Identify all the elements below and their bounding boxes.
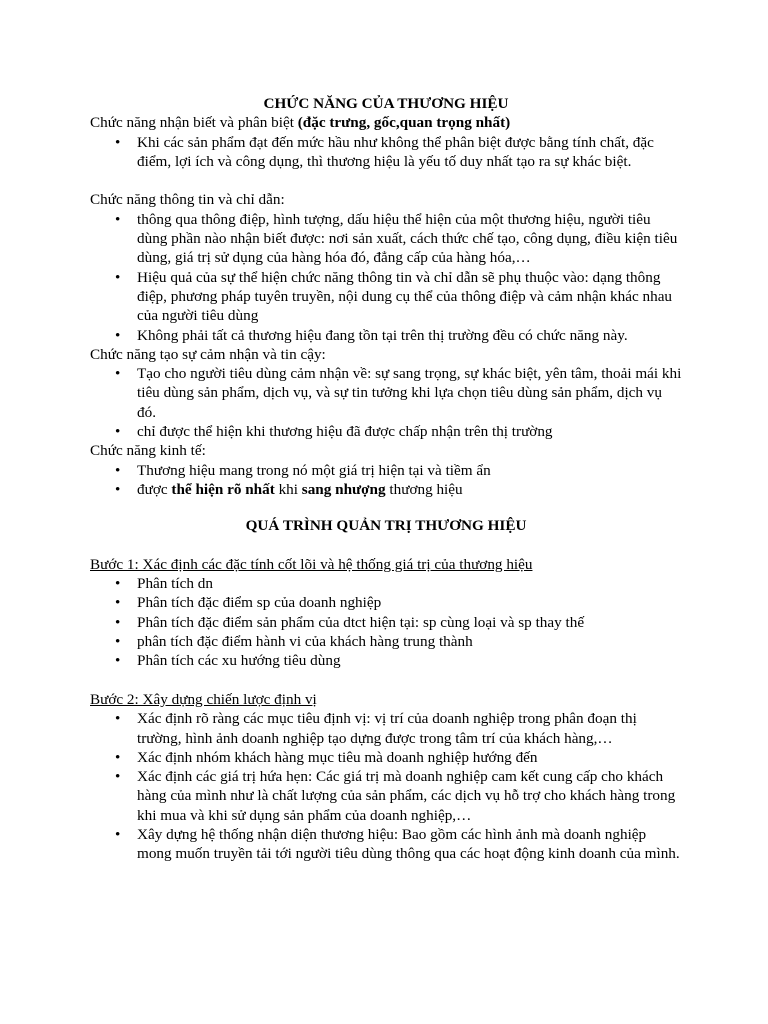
list-item: • chỉ được thể hiện khi thương hiệu đã được chấp nhận trên thị trường	[137, 422, 682, 441]
step1-heading	[90, 555, 682, 574]
list-item: • Xác định nhóm khách hàng mục tiêu mà doanh nghiệp hướng đến	[137, 748, 682, 767]
blank-line	[90, 171, 682, 190]
text-run: thương hiệu	[385, 480, 463, 498]
function-identification-label: Chức năng nhận biết và phân biệt	[90, 114, 298, 132]
function-trust-list	[90, 364, 682, 441]
section-title-brand-functions: CHỨC NĂNG CỦA THƯƠNG HIỆU	[263, 95, 509, 112]
list-item: • Không phải tất cả thương hiệu đang tồn tại trên thị trường đều có chức năng này.	[137, 326, 682, 345]
blank-line	[90, 671, 682, 690]
text-run: được	[137, 480, 172, 498]
list-item: • Phân tích các xu hướng tiêu dùng	[137, 651, 682, 670]
list-item: • Phân tích dn	[137, 574, 682, 593]
list-item: • Khi các sản phẩm đạt đến mức hầu như không thể phân biệt được bằng tính chất, đặc điểm, lợi ích và công dụng, thì thương hiệu là yếu tố duy nhất tạo ra sự khác biệt.	[137, 133, 682, 172]
list-item: • Xác định các giá trị hứa hẹn: Các giá trị mà doanh nghiệp cam kết cung cấp cho khách hàng của mình như là chất lượng của sản phẩm, các dịch vụ hỗ trợ cho khách hàng trong khi mua và khi sử dụng sản phẩm của doanh nghiệp,…	[137, 767, 682, 825]
function-information-heading: Chức năng thông tin và chỉ dẫn:	[90, 191, 285, 209]
blank-line	[90, 536, 682, 555]
list-item: • Phân tích đặc điểm sản phẩm của dtct hiện tại: sp cùng loại và sp thay thế	[137, 613, 682, 632]
function-economic-heading: Chức năng kinh tế:	[90, 442, 206, 460]
list-item: • Xây dựng hệ thống nhận diện thương hiệu: Bao gồm các hình ảnh mà doanh nghiệp mong muốn truyền tải tới người tiêu dùng thông qua các hoạt động kinh doanh của mình.	[137, 825, 682, 864]
list-item	[137, 480, 682, 499]
list-item: • phân tích đặc điểm hành vi của khách hàng trung thành	[137, 632, 682, 651]
step1-heading-text: Bước 1: Xác định các đặc tính cốt lõi và hệ thống giá trị của thương hiệu	[90, 555, 533, 573]
bold-text-run: sang nhượng	[301, 480, 386, 498]
step1-list	[90, 574, 682, 670]
list-item: • thông qua thông điệp, hình tượng, dấu hiệu thể hiện của một thương hiệu, người tiêu dùng phần nào nhận biết được: nơi sản xuất, cách thức chế tạo, công dụng, điều kiện tiêu dùng, giá trị sử dụng của hàng hóa đó, đẳng cấp của hàng hóa,…	[137, 210, 682, 268]
list-item: • Xác định rõ ràng các mục tiêu định vị: vị trí của doanh nghiệp trong phân đoạn thị trường, hình ảnh doanh nghiệp tạo dựng được trong tâm trí của khách hàng,…	[137, 709, 682, 748]
list-item: • Phân tích đặc điểm sp của doanh nghiệp	[137, 593, 682, 612]
function-trust-heading: Chức năng tạo sự cảm nhận và tin cậy:	[90, 345, 326, 363]
function-information-list	[90, 210, 682, 345]
function-identification-list	[90, 133, 682, 172]
bold-text-run: thể hiện rõ nhất	[171, 480, 275, 498]
list-item: • Hiệu quả của sự thể hiện chức năng thông tin và chỉ dẫn sẽ phụ thuộc vào: dạng thông điệp, phương pháp tuyên truyền, nội dung cụ thể của thông điệp và cảm nhận khác nhau của người tiêu dùng	[137, 268, 682, 326]
step2-heading	[90, 690, 682, 709]
step2-list	[90, 709, 682, 863]
function-identification-heading	[90, 113, 682, 132]
section-title-brand-management: QUÁ TRÌNH QUẢN TRỊ THƯƠNG HIỆU	[245, 517, 527, 535]
text-run: khi	[274, 480, 302, 498]
list-item: • Thương hiệu mang trong nó một giá trị hiện tại và tiềm ẩn	[137, 461, 682, 480]
list-item: • Tạo cho người tiêu dùng cảm nhận về: sự sang trọng, sự khác biệt, yên tâm, thoải mái khi tiêu dùng sản phẩm, dịch vụ, và sự tin tưởng khi lựa chọn tiêu dùng sản phẩm, dịch vụ đó.	[137, 364, 682, 422]
function-economic-list	[90, 461, 682, 500]
step2-heading-text: Bước 2: Xây dựng chiến lược định vị	[90, 690, 317, 708]
function-identification-emphasis: (đặc trưng, gốc,quan trọng nhất)	[297, 114, 511, 132]
